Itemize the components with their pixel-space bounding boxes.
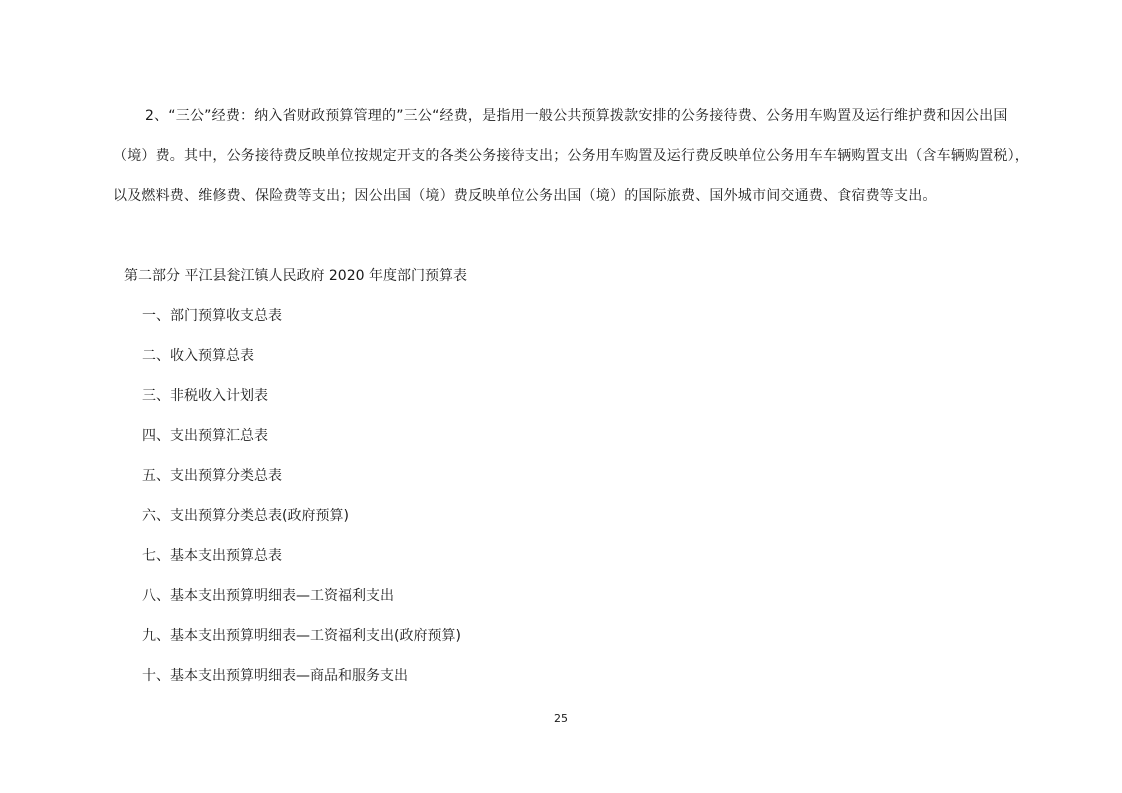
page-number: 25 <box>554 712 568 725</box>
toc-item: 八、基本支出预算明细表—工资福利支出 <box>142 588 394 604</box>
toc-item: 四、支出预算汇总表 <box>142 428 268 444</box>
table-of-contents <box>142 306 461 706</box>
toc-item: 三、非税收入计划表 <box>142 388 268 404</box>
toc-item: 九、基本支出预算明细表—工资福利支出(政府预算) <box>142 628 461 644</box>
paragraph-line-2: （境）费。其中，公务接待费反映单位按规定开支的各类公务接待支出；公务用车购置及运行费反映单位公务用车车辆购置支出（含车辆购置税）， <box>113 148 1029 164</box>
toc-item: 五、支出预算分类总表 <box>142 468 282 484</box>
toc-item: 七、基本支出预算总表 <box>142 548 282 564</box>
paragraph-line-3: 以及燃料费、维修费、保险费等支出；因公出国（境）费反映单位公务出国（境）的国际旅费、国外城市间交通费、食宿费等支出。 <box>113 188 937 204</box>
toc-item: 二、收入预算总表 <box>142 348 254 364</box>
toc-item: 一、部门预算收支总表 <box>142 308 282 324</box>
toc-item: 六、支出预算分类总表(政府预算) <box>142 508 349 524</box>
section-title: 第二部分 平江县瓮江镇人民政府 2020 年度部门预算表 <box>124 268 467 284</box>
toc-item: 十、基本支出预算明细表—商品和服务支出 <box>142 668 408 684</box>
paragraph-line-1: 2、“三公”经费：纳入省财政预算管理的”三公“经费，是指用一般公共预算拨款安排的公务接待费、公务用车购置及运行维护费和因公出国 <box>145 108 1008 124</box>
